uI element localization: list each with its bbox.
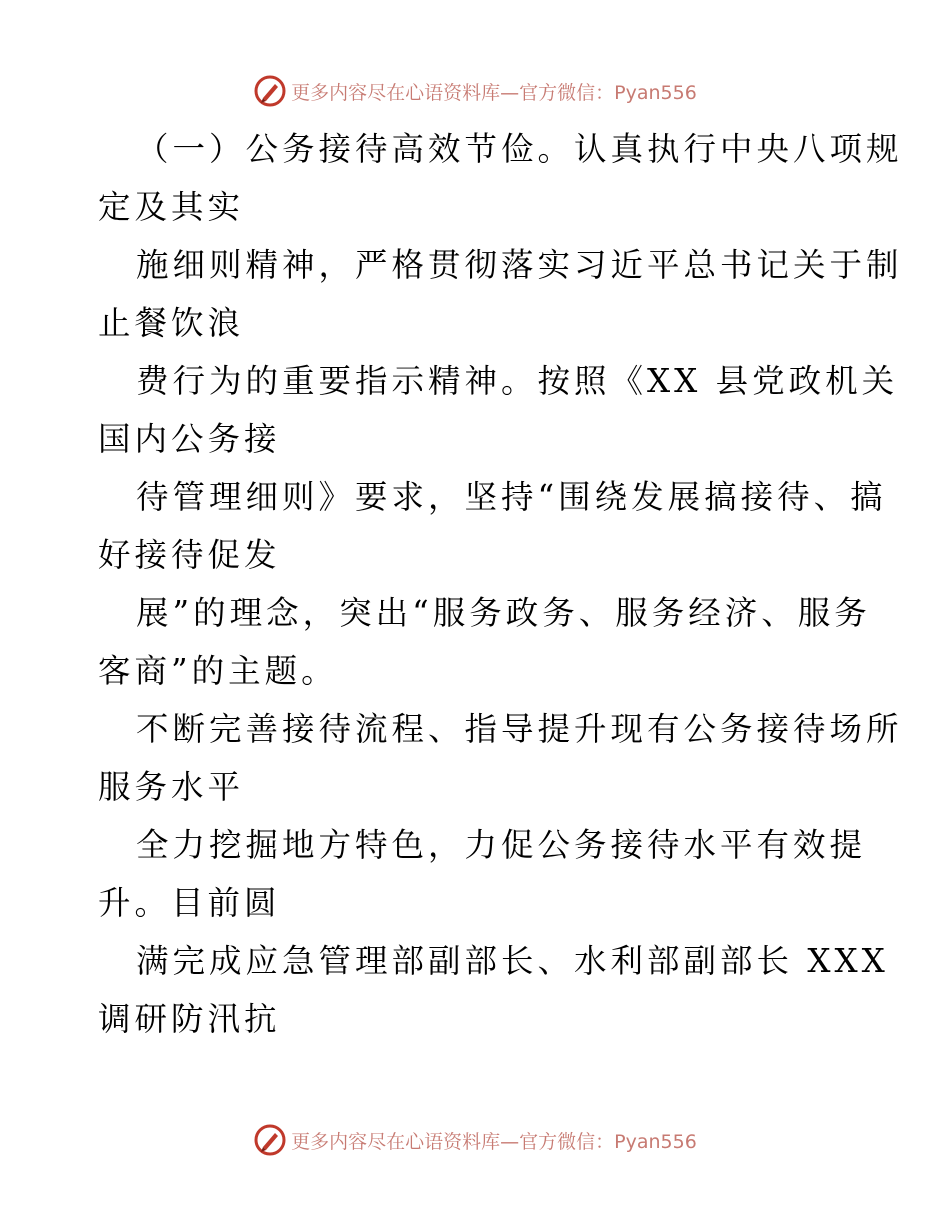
footer-watermark [0, 1120, 950, 1160]
text-line: 不断完善接待流程、指导提升现有公务接待场所 [136, 710, 903, 748]
text-line: 全力挖掘地方特色，力促公务接待水平有效提 [136, 826, 867, 864]
text-line: 施细则精神，严格贯彻落实习近平总书记关于制 [136, 246, 903, 284]
text-line: 止餐饮浪 [98, 304, 245, 342]
text-line: 服务水平 [98, 768, 245, 806]
text-line: 定及其实 [98, 188, 245, 226]
text-line: 调研防汛抗 [98, 1000, 281, 1038]
text-line: 升。目前圆 [98, 884, 281, 922]
document-body [98, 120, 903, 1048]
text-line: 满完成应急管理部副部长、水利部副部长 XXX [136, 942, 889, 980]
pen-logo-icon [253, 74, 287, 108]
pen-logo-icon [253, 1123, 287, 1157]
header-watermark [0, 71, 950, 111]
text-line: 费行为的重要指示精神。按照《XX 县党政机关 [136, 362, 899, 400]
text-line: 客商”的主题。 [98, 652, 338, 690]
watermark-text: 更多内容尽在心语资料库—官方微信：Pyan556 [291, 1130, 697, 1153]
text-line: （一）公务接待高效节俭。认真执行中央八项规 [136, 130, 903, 168]
text-line: 好接待促发 [98, 536, 281, 574]
text-line: 待管理细则》要求，坚持“围绕发展搞接待、搞 [136, 478, 887, 516]
watermark-text: 更多内容尽在心语资料库—官方微信：Pyan556 [291, 81, 697, 104]
text-line: 国内公务接 [98, 420, 281, 458]
text-line: 展”的理念，突出“服务政务、服务经济、服务 [136, 594, 871, 632]
